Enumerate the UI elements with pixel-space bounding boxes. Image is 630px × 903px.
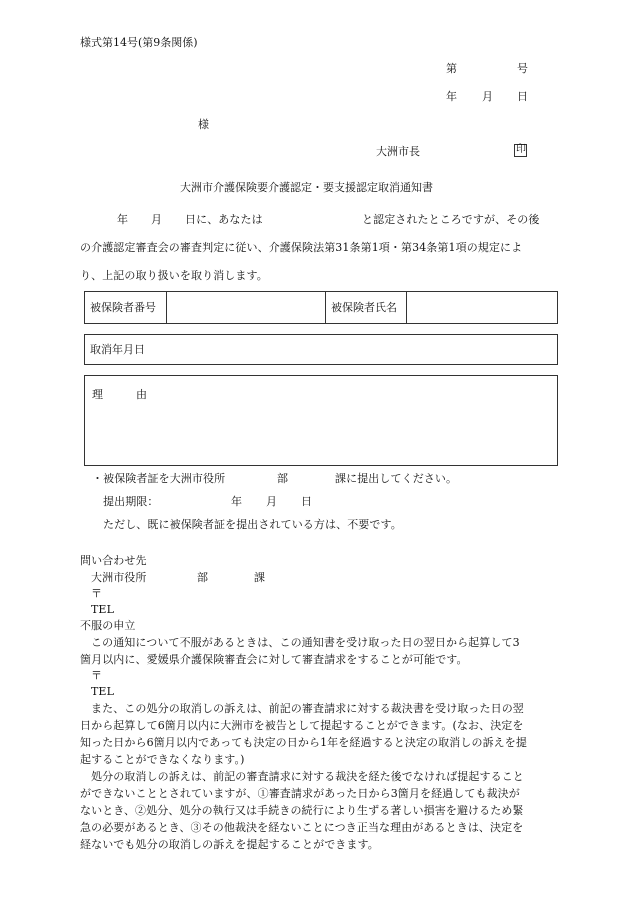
body-line1-tail: と認定されたところですが、その後	[362, 213, 540, 226]
deadline-gatsu: 月	[266, 495, 278, 508]
insured-number-label: 被保険者番号	[90, 301, 156, 314]
cancel-date-row	[84, 334, 558, 365]
date-gatsu: 月	[482, 90, 493, 103]
deadline-nen: 年	[231, 495, 243, 508]
submission-bullet: ・被保険者証を大洲市役所	[92, 472, 226, 485]
addressee-sama: 様	[198, 118, 209, 131]
number-dai: 第	[446, 62, 457, 75]
number-go: 号	[517, 62, 528, 75]
document-title: 大洲市介護保険要介護認定・要支援認定取消通知書	[180, 181, 433, 194]
objection-p3-line1: 処分の取消しの訴えは、前記の審査請求に対する裁決を経た後でなければ提起すること	[91, 770, 524, 783]
objection-p2-line1: また、この処分の取消しの訴えは、前記の審査請求に対する裁決書を受け取った日の翌	[91, 702, 524, 715]
objection-p3-line5: 経ないでも処分の取消しの訴えを提起することができます。	[80, 838, 379, 851]
submission-bu: 部	[277, 472, 289, 485]
cancel-date-label: 取消年月日	[90, 343, 145, 356]
deadline-label: 提出期限：	[103, 495, 159, 508]
form-number: 様式第14号(第9条関係)	[80, 36, 198, 49]
objection-p1-line1: この通知について不服があるときは、この通知書を受け取った日の翌日から起算して3	[91, 636, 520, 649]
objection-p3-line3: ないとき、②処分、処分の執行又は手続きの続行により生ずる著しい損害を避けるため緊	[80, 804, 524, 817]
date-nichi: 日	[517, 90, 528, 103]
seal-stamp	[514, 144, 527, 157]
objection-heading: 不服の申立	[80, 619, 136, 632]
date-nen: 年	[446, 90, 457, 103]
body-line3: り、上記の取り扱いを取り消します。	[80, 269, 268, 282]
objection-tel: TEL	[91, 685, 114, 698]
objection-p3-line2: ができないこととされていますが、①審査請求があった日から3箇月を経過しても裁決が	[80, 787, 520, 800]
deadline-nichi: 日	[301, 495, 313, 508]
submission-note: ただし、既に被保険者証を提出されている方は、不要です。	[103, 518, 402, 531]
objection-postal-icon: 〒	[91, 669, 103, 682]
contact-office: 大洲市役所	[91, 571, 147, 584]
divider	[325, 291, 326, 324]
contact-postal-icon: 〒	[91, 587, 103, 600]
objection-p2-line4: 起することができなくなります。)	[80, 753, 245, 766]
objection-p1-line2: 箇月以内に、愛媛県介護保険審査会に対して審査請求をすることが可能です。	[80, 653, 468, 666]
body-line1-gatsu: 月	[151, 213, 163, 226]
seal-char: 印	[516, 144, 526, 155]
issuer-name: 大洲市長	[376, 145, 420, 158]
divider	[406, 291, 407, 324]
contact-bu: 部	[197, 571, 209, 584]
insured-name-label: 被保険者氏名	[331, 301, 397, 314]
contact-ka: 課	[254, 571, 266, 584]
objection-p3-line4: 急の必要があるとき、③その他裁決を経ないことにつき正当な理由があるときは、決定を	[80, 821, 524, 834]
contact-heading: 問い合わせ先	[80, 554, 147, 567]
body-line1-nen: 年	[117, 213, 129, 226]
divider	[166, 291, 167, 324]
reason-box	[84, 375, 558, 466]
reason-label: 理 由	[92, 388, 147, 401]
objection-p2-line2: 日から起算して6箇月以内に大洲市を被告として提起することができます。(なお、決定を	[80, 719, 524, 732]
contact-tel: TEL	[91, 603, 114, 616]
body-line2: の介護認定審査会の審査判定に従い、介護保険法第31条第1項・第34条第1項の規定によ	[80, 241, 523, 254]
body-line1-rest: 日に、あなたは	[185, 213, 263, 226]
submission-ka-text: 課に提出してください。	[335, 472, 458, 485]
objection-p2-line3: 知った日から6箇月以内であっても決定の日から1年を経過すると決定の取消しの訴えを提	[80, 736, 527, 749]
